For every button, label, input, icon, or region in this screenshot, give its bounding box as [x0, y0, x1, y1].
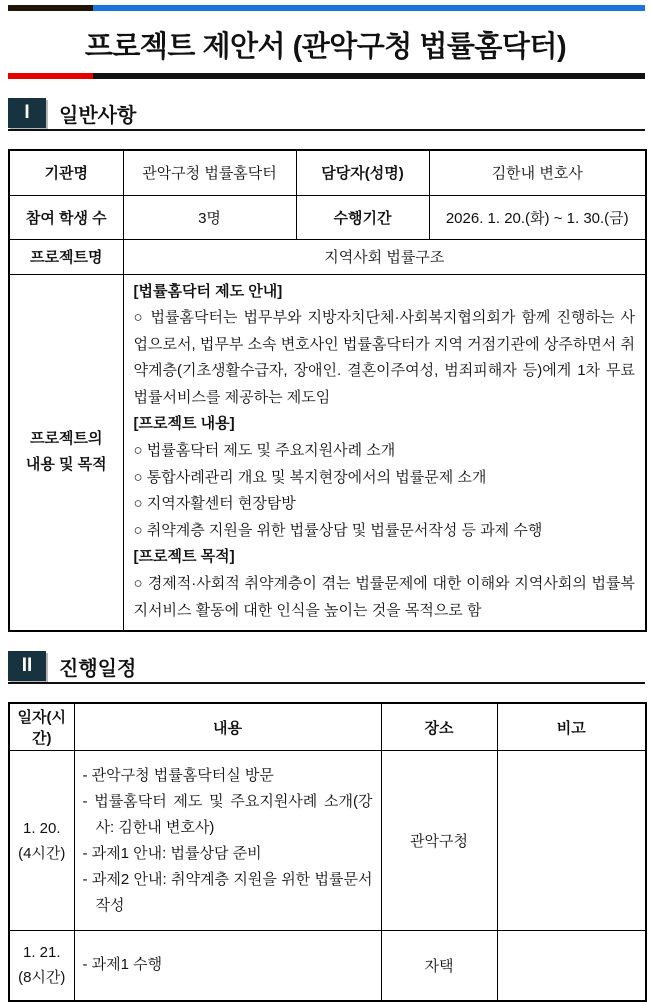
content-item: ○ 법률홈닥터 제도 및 주요지원사례 소개 [133, 442, 396, 460]
page-title: 프로젝트 제안서 (관악구청 법률홈닥터) [84, 31, 567, 63]
schedule-header-row [9, 703, 646, 751]
schedule-row [9, 931, 646, 1001]
institution-value: 관악구청 법률홈닥터 [123, 150, 296, 195]
content-item: ○ 통합사례관리 개요 및 복지현장에서의 법률문제 소개 [133, 468, 487, 486]
underline-bar-black-segment [93, 73, 645, 79]
content-heading: [프로젝트 목적] [133, 548, 235, 566]
table-row [9, 150, 646, 195]
schedule-row [9, 751, 646, 931]
section-2-numeral-box: II [8, 651, 46, 681]
schedule-place: 자택 [381, 931, 497, 1001]
schedule-table [8, 702, 647, 1002]
schedule-date-value: 1. 21. [22, 944, 61, 962]
schedule-place: 관악구청 [381, 751, 497, 931]
period-value: 2026. 1. 20.(화) ~ 1. 30.(금) [429, 195, 646, 239]
section-1-title: 일반사항 [59, 104, 137, 127]
schedule-date [9, 931, 74, 1001]
content-paragraph: ○ 법률홈닥터는 법무부와 지방자치단체·사회복지협의회가 함께 진행하는 사업으로서, 법무부 소속 변호사인 법률홈닥터가 지역 거점기관에 상주하면서 취약계층(기초생활수급자, 장애인. 결혼이주여성, 범죄피해자 등)에게 1차 무료법률서비스를 제공하는 제도임 [133, 309, 635, 406]
table-row [9, 274, 646, 631]
top-accent-bar [8, 5, 645, 11]
schedule-item: - 법률홈닥터 제도 및 주요지원사례 소개(강사: 김한내 변호사) [82, 792, 373, 836]
schedule-hours-value: (8시간) [18, 969, 66, 987]
table-row [9, 195, 646, 239]
student-count-value: 3명 [123, 195, 296, 239]
underline-bar-red-segment [8, 73, 93, 79]
top-bar-blue-segment [93, 5, 645, 11]
project-purpose-label-line2: 내용 및 목적 [25, 456, 107, 474]
project-name-value: 지역사회 법률구조 [123, 239, 646, 274]
schedule-item: - 관악구청 법률홈닥터실 방문 [82, 766, 274, 784]
schedule-item: - 과제2 안내: 취약계층 지원을 위한 법률문서작성 [82, 870, 373, 914]
manager-label: 담당자(성명) [296, 150, 429, 195]
content-paragraph: ○ 경제적·사회적 취약계층이 겪는 법률문제에 대한 이해와 지역사회의 법률복지서비스 활동에 대한 인식을 높이는 것을 목적으로 함 [133, 575, 635, 619]
schedule-hours-value: (4시간) [18, 844, 66, 862]
project-name-label: 프로젝트명 [9, 239, 123, 274]
general-info-table [8, 149, 647, 632]
schedule-col-content: 내용 [74, 703, 381, 751]
schedule-content [74, 751, 381, 931]
schedule-col-place: 장소 [381, 703, 497, 751]
schedule-date-value: 1. 20. [22, 819, 61, 837]
institution-label: 기관명 [9, 150, 123, 195]
section-1-header [8, 98, 645, 131]
schedule-item: - 과제1 안내: 법률상담 준비 [82, 844, 262, 862]
project-purpose-label [9, 274, 123, 631]
schedule-item: - 과제1 수행 [82, 956, 163, 974]
schedule-date [9, 751, 74, 931]
schedule-note [497, 751, 646, 931]
schedule-content [74, 931, 381, 1001]
table-row [9, 239, 646, 274]
schedule-col-note: 비고 [497, 703, 646, 751]
schedule-note [497, 931, 646, 1001]
schedule-col-date: 일자(시간) [9, 703, 74, 751]
project-purpose-content [123, 274, 646, 631]
period-label: 수행기간 [296, 195, 429, 239]
section-2-title: 진행일정 [59, 657, 137, 680]
title-underline-bar [8, 73, 645, 79]
project-purpose-label-line1: 프로젝트의 [30, 430, 103, 448]
manager-value: 김한내 변호사 [429, 150, 646, 195]
content-heading: [법률홈닥터 제도 안내] [133, 282, 283, 300]
content-item: ○ 취약계층 지원을 위한 법률상담 및 법률문서작성 등 과제 수행 [133, 521, 543, 539]
top-bar-dark-segment [8, 5, 93, 11]
document-page [0, 5, 651, 987]
content-heading: [프로젝트 내용] [133, 415, 235, 433]
section-1-numeral-box: I [8, 98, 46, 128]
student-count-label: 참여 학생 수 [9, 195, 123, 239]
content-item: ○ 지역자활센터 현장탐방 [133, 495, 296, 513]
section-2-header [8, 651, 645, 684]
